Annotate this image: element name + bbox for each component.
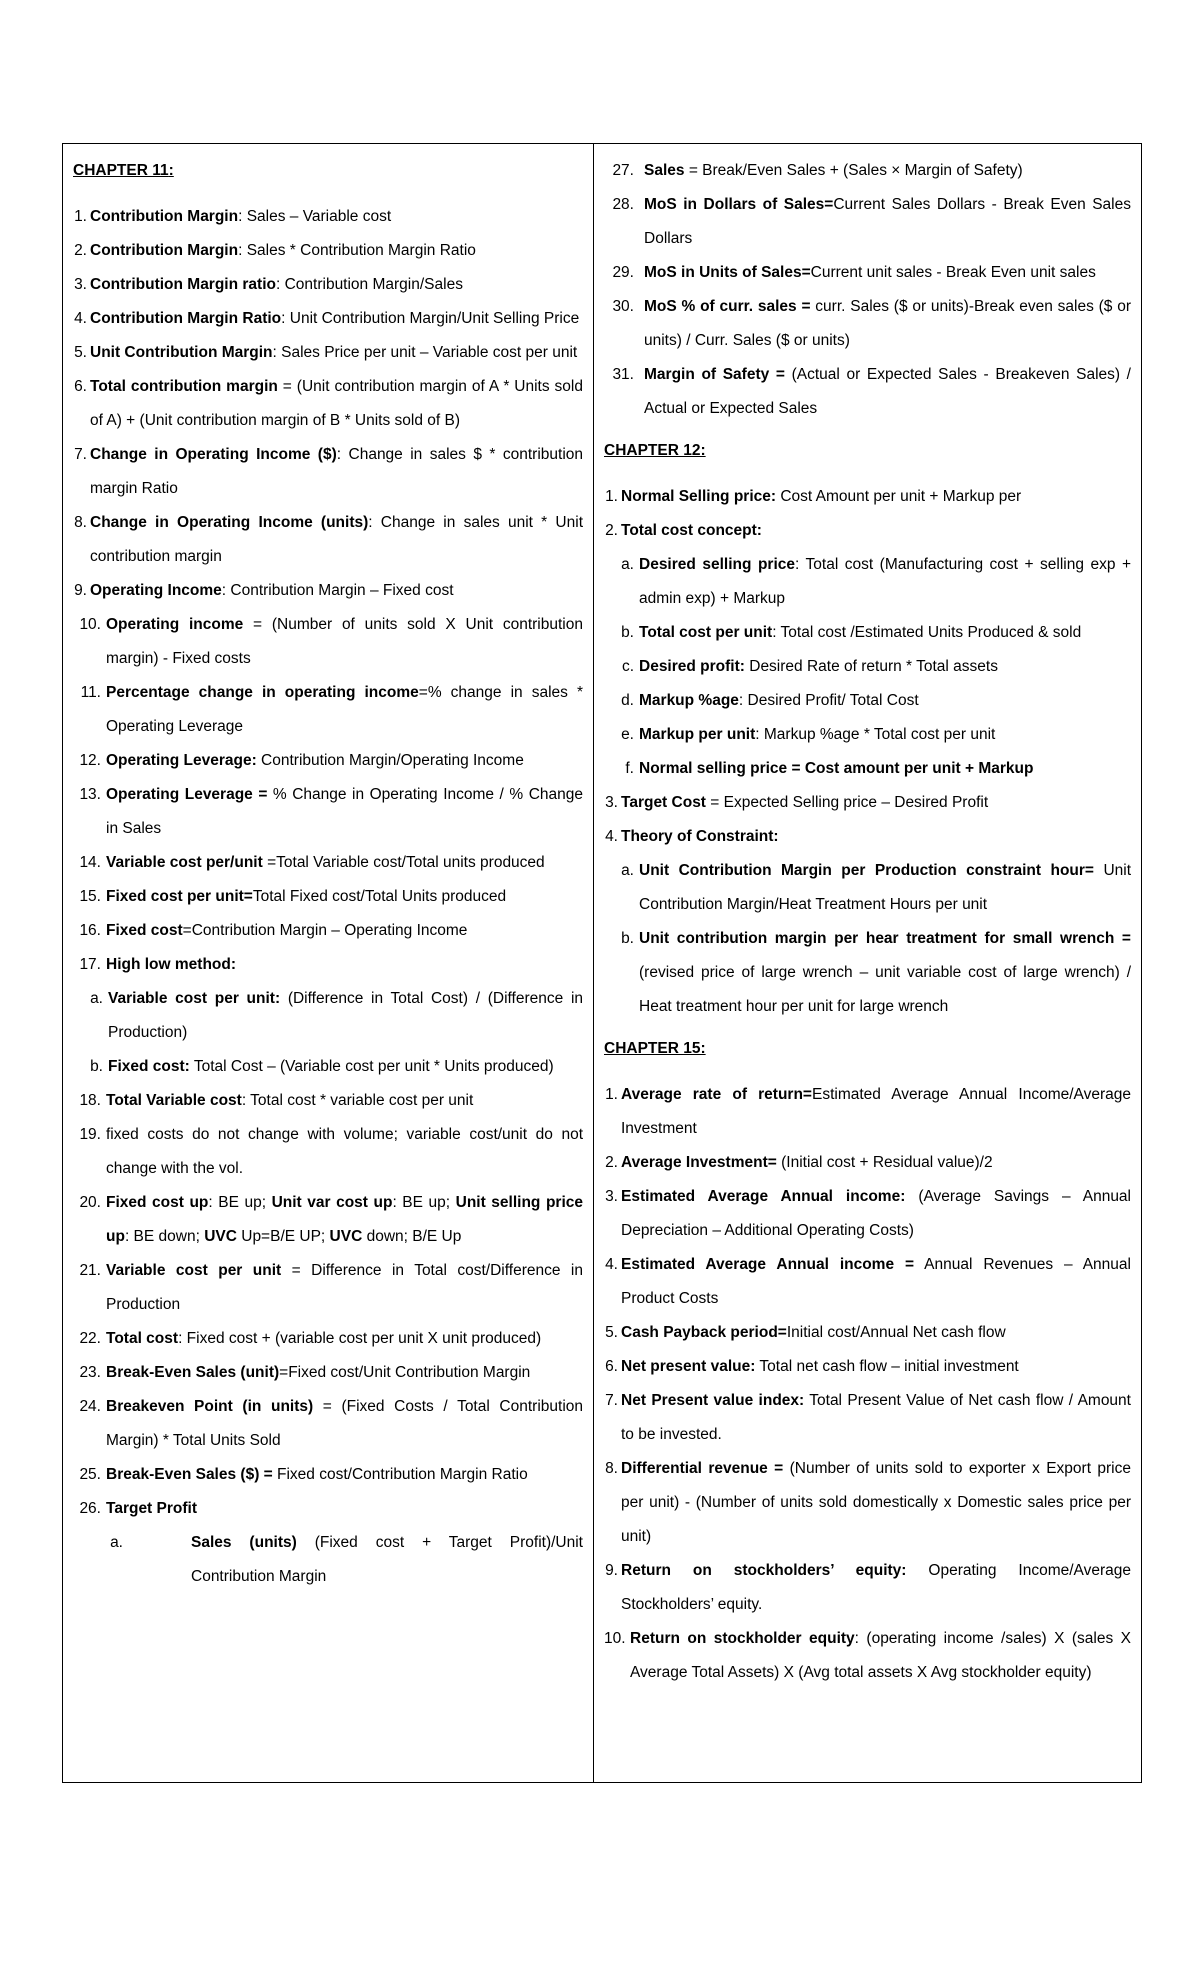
- item-term: Average Investment=: [621, 1154, 777, 1171]
- formula-item: [73, 1492, 583, 1526]
- item-number: a.: [90, 990, 103, 1007]
- item-term: Target Profit: [106, 1500, 197, 1517]
- item-definition: Total Fixed cost/Total Units produced: [252, 888, 507, 905]
- item-definition: curr. Sales ($ or units)-Break even sales ($ or units) / Curr. Sales ($ or units): [644, 298, 1131, 349]
- item-text: [90, 336, 583, 370]
- formula-item: [73, 608, 583, 676]
- item-term: Desired profit:: [639, 658, 745, 675]
- item-definition: Unit Contribution Margin/Heat Treatment Hours per unit: [639, 862, 1132, 913]
- formula-item: [604, 358, 1131, 426]
- item-number: 5.: [605, 1324, 618, 1341]
- item-term: Contribution Margin: [90, 242, 239, 259]
- item-term: Break-Even Sales (unit): [106, 1364, 280, 1381]
- item-definition: =Contribution Margin – Operating Income: [182, 922, 468, 939]
- formula-item: [604, 684, 1131, 718]
- item-definition: = Difference in Total cost/Difference in Production: [106, 1262, 583, 1313]
- item-definition: (Average Savings – Annual Depreciation – Additional Operating Costs): [621, 1188, 1132, 1239]
- item-term: Change in Operating Income ($): [90, 446, 337, 463]
- formula-item: [73, 676, 583, 744]
- item-term: MoS in Units of Sales=: [644, 264, 811, 281]
- item-term: Margin of Safety =: [644, 366, 785, 383]
- item-definition: % Change in Operating Income / % Change in Sales: [106, 786, 583, 837]
- item-text: [644, 188, 1131, 256]
- item-text: [106, 1254, 583, 1322]
- item-definition: : Sales * Contribution Margin Ratio: [238, 242, 476, 259]
- item-text: [106, 880, 583, 914]
- item-text: [621, 514, 1131, 548]
- item-number: 2.: [74, 242, 87, 259]
- item-definition: : Markup %age * Total cost per unit: [755, 726, 996, 743]
- item-text: [639, 718, 1131, 752]
- item-definition: : (operating income /sales) X (sales X Average Total Assets) X (Avg total assets X Avg stockholder equity): [630, 1630, 1131, 1681]
- item-term: Variable cost per/unit: [106, 854, 263, 871]
- item-definition: (Difference in Total Cost) / (Difference in Production): [108, 990, 584, 1041]
- formula-item: [604, 1180, 1131, 1248]
- item-text: [644, 154, 1131, 188]
- item-term: Percentage change in operating income: [106, 684, 419, 701]
- formula-item: [604, 820, 1131, 854]
- item-term: Net Present value index:: [621, 1392, 805, 1409]
- item-number: c.: [621, 658, 634, 675]
- item-term: Unit contribution margin per hear treatment for small wrench =: [639, 930, 1131, 947]
- item-definition: : Fixed cost + (variable cost per unit X unit produced): [178, 1330, 542, 1347]
- item-text: [630, 1622, 1131, 1690]
- item-term: Fixed cost up: [106, 1194, 209, 1211]
- formula-item: [73, 1390, 583, 1458]
- formula-item: [604, 1384, 1131, 1452]
- formula-item: [604, 922, 1131, 1024]
- item-text: [106, 948, 583, 982]
- formula-item: [604, 1554, 1131, 1622]
- item-text: [621, 1078, 1131, 1146]
- right-column: [594, 144, 1141, 1782]
- formula-item: [73, 234, 583, 268]
- item-text: [106, 1356, 583, 1390]
- item-number: b.: [621, 930, 634, 947]
- formula-item: [604, 1452, 1131, 1554]
- formula-item: [604, 480, 1131, 514]
- item-number: 12.: [79, 752, 101, 769]
- item-text: [90, 438, 583, 506]
- item-definition: : Change in sales $ * contribution margin Ratio: [90, 446, 583, 497]
- item-number: 6.: [74, 378, 87, 395]
- item-number: 13.: [79, 786, 101, 803]
- item-term: Variable cost per unit:: [108, 990, 281, 1007]
- chapter-11-heading: CHAPTER 11:: [73, 162, 174, 179]
- formula-item: [73, 880, 583, 914]
- item-text: [90, 370, 583, 438]
- formula-item: [73, 302, 583, 336]
- formula-item: [73, 1050, 583, 1084]
- formula-item: [73, 1458, 583, 1492]
- item-number: 18.: [79, 1092, 101, 1109]
- item-number: a.: [110, 1534, 123, 1551]
- item-definition: Annual Revenues – Annual Product Costs: [621, 1256, 1131, 1307]
- item-term: Return on stockholder equity: [630, 1630, 855, 1647]
- item-number: f.: [625, 760, 634, 777]
- item-term: Variable cost per unit: [106, 1262, 282, 1279]
- item-term: Theory of Constraint:: [621, 828, 779, 845]
- item-number: b.: [621, 624, 634, 641]
- item-definition: Total net cash flow – initial investment: [755, 1358, 1019, 1375]
- formula-item: [604, 154, 1131, 188]
- item-term: Target Cost: [621, 794, 706, 811]
- item-definition: = Break/Even Sales + (Sales × Margin of Safety): [684, 162, 1023, 179]
- item-term: Unit selling price up: [106, 1194, 583, 1245]
- item-term: Sales (units): [191, 1534, 297, 1551]
- item-number: 14.: [79, 854, 101, 871]
- item-term: Normal Selling price:: [621, 488, 777, 505]
- item-definition: : Contribution Margin – Fixed cost: [221, 582, 454, 599]
- item-definition: Estimated Average Annual Income/Average Investment: [621, 1086, 1131, 1137]
- item-number: 2.: [605, 1154, 618, 1171]
- item-number: 22.: [79, 1330, 101, 1347]
- item-text: [639, 922, 1131, 1024]
- item-text: [106, 914, 583, 948]
- formula-item: [73, 846, 583, 880]
- item-text: [639, 650, 1131, 684]
- item-definition: (revised price of large wrench – unit variable cost of large wrench) / Heat treatment hour per unit for large wrench: [639, 964, 1131, 1015]
- item-text: [644, 256, 1131, 290]
- item-term: Contribution Margin Ratio: [90, 310, 282, 327]
- item-text: [106, 1322, 583, 1356]
- item-number: 20.: [79, 1194, 101, 1211]
- item-definition: = (Number of units sold X Unit contribution margin) - Fixed costs: [106, 616, 583, 667]
- item-text: [106, 846, 583, 880]
- item-definition: Desired Rate of return * Total assets: [744, 658, 998, 675]
- item-term: Average rate of return=: [621, 1086, 812, 1103]
- item-number: 21.: [79, 1262, 101, 1279]
- item-definition: : Contribution Margin/Sales: [275, 276, 463, 293]
- formula-item: [604, 548, 1131, 616]
- formula-item: [73, 1526, 583, 1594]
- item-number: 31.: [612, 366, 634, 383]
- item-definition: : BE up;: [208, 1194, 272, 1211]
- item-text: [106, 1458, 583, 1492]
- item-definition: =Fixed cost/Unit Contribution Margin: [279, 1364, 531, 1381]
- item-text: [90, 268, 583, 302]
- item-definition: : Sales Price per unit – Variable cost per unit: [272, 344, 578, 361]
- item-term: Total cost concept:: [621, 522, 762, 539]
- item-number: b.: [90, 1058, 103, 1075]
- item-number: 7.: [74, 446, 87, 463]
- item-definition: Cost Amount per unit + Markup per: [776, 488, 1022, 505]
- item-term: Operating Leverage:: [106, 752, 257, 769]
- item-definition: Operating Income/Average Stockholders’ equity.: [621, 1562, 1131, 1613]
- formula-item: [73, 1084, 583, 1118]
- item-term: UVC: [329, 1228, 363, 1245]
- item-term: Estimated Average Annual income:: [621, 1188, 906, 1205]
- item-text: [106, 1118, 583, 1186]
- item-number: 1.: [605, 488, 618, 505]
- formula-item: [604, 256, 1131, 290]
- item-term: Fixed cost: [106, 922, 183, 939]
- item-definition: Fixed cost/Contribution Margin Ratio: [272, 1466, 528, 1483]
- formula-item: [604, 854, 1131, 922]
- item-definition: =% change in sales * Operating Leverage: [106, 684, 583, 735]
- item-text: [106, 1084, 583, 1118]
- item-term: Differential revenue =: [621, 1460, 784, 1477]
- formula-item: [604, 616, 1131, 650]
- item-number: 1.: [74, 208, 87, 225]
- item-definition: : BE down;: [124, 1228, 205, 1245]
- formula-item: [73, 778, 583, 846]
- item-number: 3.: [605, 1188, 618, 1205]
- formula-item: [73, 744, 583, 778]
- formula-item: [73, 914, 583, 948]
- item-number: 29.: [612, 264, 634, 281]
- item-text: [621, 1350, 1131, 1384]
- item-term: Total cost: [106, 1330, 179, 1347]
- item-number: 9.: [74, 582, 87, 599]
- item-text: [621, 1146, 1131, 1180]
- item-text: [621, 1384, 1131, 1452]
- item-term: Net present value:: [621, 1358, 756, 1375]
- item-number: 4.: [605, 1256, 618, 1273]
- item-number: 8.: [605, 1460, 618, 1477]
- item-text: [639, 854, 1131, 922]
- item-definition: = (Unit contribution margin of A * Units sold of A) + (Unit contribution margin of B * Units sold of B): [90, 378, 583, 429]
- item-term: Contribution Margin ratio: [90, 276, 276, 293]
- item-number: 28.: [612, 196, 634, 213]
- item-text: [621, 1554, 1131, 1622]
- chapter-15-heading: CHAPTER 15:: [604, 1040, 706, 1057]
- item-number: 25.: [79, 1466, 101, 1483]
- item-number: 9.: [605, 1562, 618, 1579]
- item-definition: Contribution Margin/Operating Income: [256, 752, 524, 769]
- item-term: Fixed cost:: [108, 1058, 190, 1075]
- item-text: [621, 1316, 1131, 1350]
- item-definition: : Desired Profit/ Total Cost: [738, 692, 919, 709]
- item-term: Change in Operating Income (units): [90, 514, 369, 531]
- item-number: 19.: [79, 1126, 101, 1143]
- formula-item: [604, 786, 1131, 820]
- item-text: [621, 1452, 1131, 1554]
- item-text: [639, 752, 1131, 786]
- item-definition: : Change in sales unit * Unit contribution margin: [90, 514, 583, 565]
- formula-item: [604, 650, 1131, 684]
- item-number: 3.: [74, 276, 87, 293]
- item-definition: Current unit sales - Break Even unit sales: [810, 264, 1096, 281]
- item-number: 4.: [74, 310, 87, 327]
- item-text: [108, 1050, 583, 1084]
- item-number: 7.: [605, 1392, 618, 1409]
- item-definition: = Expected Selling price – Desired Profit: [705, 794, 989, 811]
- formula-item: [604, 514, 1131, 548]
- item-definition: Up=B/E UP;: [236, 1228, 330, 1245]
- item-term: Operating Leverage =: [106, 786, 268, 803]
- item-term: Total cost per unit: [639, 624, 773, 641]
- item-text: [90, 234, 583, 268]
- formula-item: [73, 982, 583, 1050]
- item-term: Normal selling price = Cost amount per unit + Markup: [639, 760, 1034, 777]
- formula-item: [73, 1356, 583, 1390]
- item-text: [90, 302, 583, 336]
- item-term: Return on stockholders’ equity:: [621, 1562, 907, 1579]
- item-text: [621, 1248, 1131, 1316]
- item-text: [639, 616, 1131, 650]
- item-text: [106, 676, 583, 744]
- item-number: 2.: [605, 522, 618, 539]
- item-text: [106, 778, 583, 846]
- item-term: Operating income: [106, 616, 244, 633]
- formula-table: [62, 143, 1142, 1783]
- item-term: Desired selling price: [639, 556, 795, 573]
- item-text: [90, 506, 583, 574]
- item-term: MoS % of curr. sales =: [644, 298, 811, 315]
- item-number: 30.: [612, 298, 634, 315]
- formula-item: [604, 752, 1131, 786]
- item-number: 11.: [80, 684, 101, 701]
- formula-item: [604, 1316, 1131, 1350]
- item-number: e.: [621, 726, 634, 743]
- item-term: Total Variable cost: [106, 1092, 242, 1109]
- formula-item: [604, 1078, 1131, 1146]
- item-definition: down; B/E Up: [362, 1228, 462, 1245]
- formula-item: [604, 1350, 1131, 1384]
- formula-item: [73, 200, 583, 234]
- item-definition: fixed costs do not change with volume; variable cost/unit do not change with the vol.: [106, 1126, 583, 1177]
- item-term: Markup per unit: [639, 726, 756, 743]
- item-term: Sales: [644, 162, 685, 179]
- item-definition: Initial cost/Annual Net cash flow: [786, 1324, 1006, 1341]
- item-term: Total contribution margin: [90, 378, 278, 395]
- formula-item: [73, 1118, 583, 1186]
- left-column: [63, 144, 594, 1782]
- item-number: 17.: [79, 956, 101, 973]
- formula-item: [73, 438, 583, 506]
- item-number: d.: [621, 692, 634, 709]
- item-number: 15.: [79, 888, 101, 905]
- item-term: Operating Income: [90, 582, 222, 599]
- item-definition: : Total cost * variable cost per unit: [241, 1092, 474, 1109]
- formula-item: [604, 1622, 1131, 1690]
- item-definition: : Total cost /Estimated Units Produced & sold: [772, 624, 1082, 641]
- item-term: Break-Even Sales ($) =: [106, 1466, 273, 1483]
- item-definition: : Unit Contribution Margin/Unit Selling Price: [281, 310, 580, 327]
- item-text: [639, 548, 1131, 616]
- item-term: Contribution Margin: [90, 208, 239, 225]
- item-number: 27.: [612, 162, 634, 179]
- formula-item: [73, 1186, 583, 1254]
- item-number: 26.: [79, 1500, 101, 1517]
- item-text: [639, 684, 1131, 718]
- item-number: 4.: [605, 828, 618, 845]
- item-number: 16.: [79, 922, 101, 939]
- item-definition: =Total Variable cost/Total units produced: [262, 854, 545, 871]
- item-term: Unit var cost up: [271, 1194, 393, 1211]
- formula-item: [73, 336, 583, 370]
- item-number: a.: [621, 556, 634, 573]
- item-definition: (Number of units sold to exporter x Export price per unit) - (Number of units sold domestically x Domestic sales price per unit): [621, 1460, 1131, 1545]
- item-term: UVC: [204, 1228, 237, 1245]
- formula-item: [73, 1322, 583, 1356]
- item-term: MoS in Dollars of Sales=: [644, 196, 834, 213]
- item-number: 24.: [79, 1398, 101, 1415]
- item-definition: (Actual or Expected Sales - Breakeven Sales) / Actual or Expected Sales: [644, 366, 1131, 417]
- item-number: 6.: [605, 1358, 618, 1375]
- item-text: [106, 608, 583, 676]
- item-term: Cash Payback period=: [621, 1324, 787, 1341]
- item-definition: (Fixed cost + Target Profit)/Unit Contribution Margin: [191, 1534, 583, 1585]
- formula-item: [604, 718, 1131, 752]
- item-definition: Total Cost – (Variable cost per unit * Units produced): [189, 1058, 554, 1075]
- item-text: [621, 480, 1131, 514]
- item-text: [621, 786, 1131, 820]
- item-text: [644, 290, 1131, 358]
- item-number: 5.: [74, 344, 87, 361]
- item-definition: : Sales – Variable cost: [238, 208, 392, 225]
- item-text: [621, 1180, 1131, 1248]
- item-term: High low method:: [106, 956, 237, 973]
- item-term: Fixed cost per unit=: [106, 888, 253, 905]
- item-text: [106, 1186, 583, 1254]
- item-text: [106, 1492, 583, 1526]
- formula-item: [604, 1146, 1131, 1180]
- item-term: Unit Contribution Margin: [90, 344, 273, 361]
- item-number: 10.: [79, 616, 101, 633]
- formula-item: [73, 948, 583, 982]
- item-number: 3.: [605, 794, 618, 811]
- formula-item: [73, 1254, 583, 1322]
- item-definition: : BE up;: [392, 1194, 456, 1211]
- chapter-12-heading: CHAPTER 12:: [604, 442, 706, 459]
- item-number: 10.: [604, 1630, 626, 1647]
- formula-item: [73, 370, 583, 438]
- item-text: [106, 1390, 583, 1458]
- item-definition: (Initial cost + Residual value)/2: [776, 1154, 993, 1171]
- item-number: 1.: [605, 1086, 618, 1103]
- item-text: [108, 982, 583, 1050]
- formula-item: [604, 290, 1131, 358]
- item-number: a.: [621, 862, 634, 879]
- item-number: 23.: [79, 1364, 101, 1381]
- item-definition: : Total cost (Manufacturing cost + selling exp + admin exp) + Markup: [639, 556, 1131, 607]
- item-text: [621, 820, 1131, 854]
- formula-item: [604, 188, 1131, 256]
- item-definition: Current Sales Dollars - Break Even Sales Dollars: [644, 196, 1131, 247]
- formula-item: [73, 574, 583, 608]
- item-term: Markup %age: [639, 692, 739, 709]
- item-term: Estimated Average Annual income =: [621, 1256, 915, 1273]
- item-definition: Total Present Value of Net cash flow / Amount to be invested.: [621, 1392, 1131, 1443]
- formula-item: [604, 1248, 1131, 1316]
- item-text: [123, 1526, 583, 1594]
- formula-item: [73, 268, 583, 302]
- formula-item: [73, 506, 583, 574]
- item-term: Unit Contribution Margin per Production constraint hour=: [639, 862, 1094, 879]
- item-text: [644, 358, 1131, 426]
- item-text: [106, 744, 583, 778]
- item-text: [90, 200, 583, 234]
- item-definition: = (Fixed Costs / Total Contribution Margin) * Total Units Sold: [106, 1398, 584, 1449]
- item-term: Breakeven Point (in units): [106, 1398, 314, 1415]
- item-text: [90, 574, 583, 608]
- item-number: 8.: [74, 514, 87, 531]
